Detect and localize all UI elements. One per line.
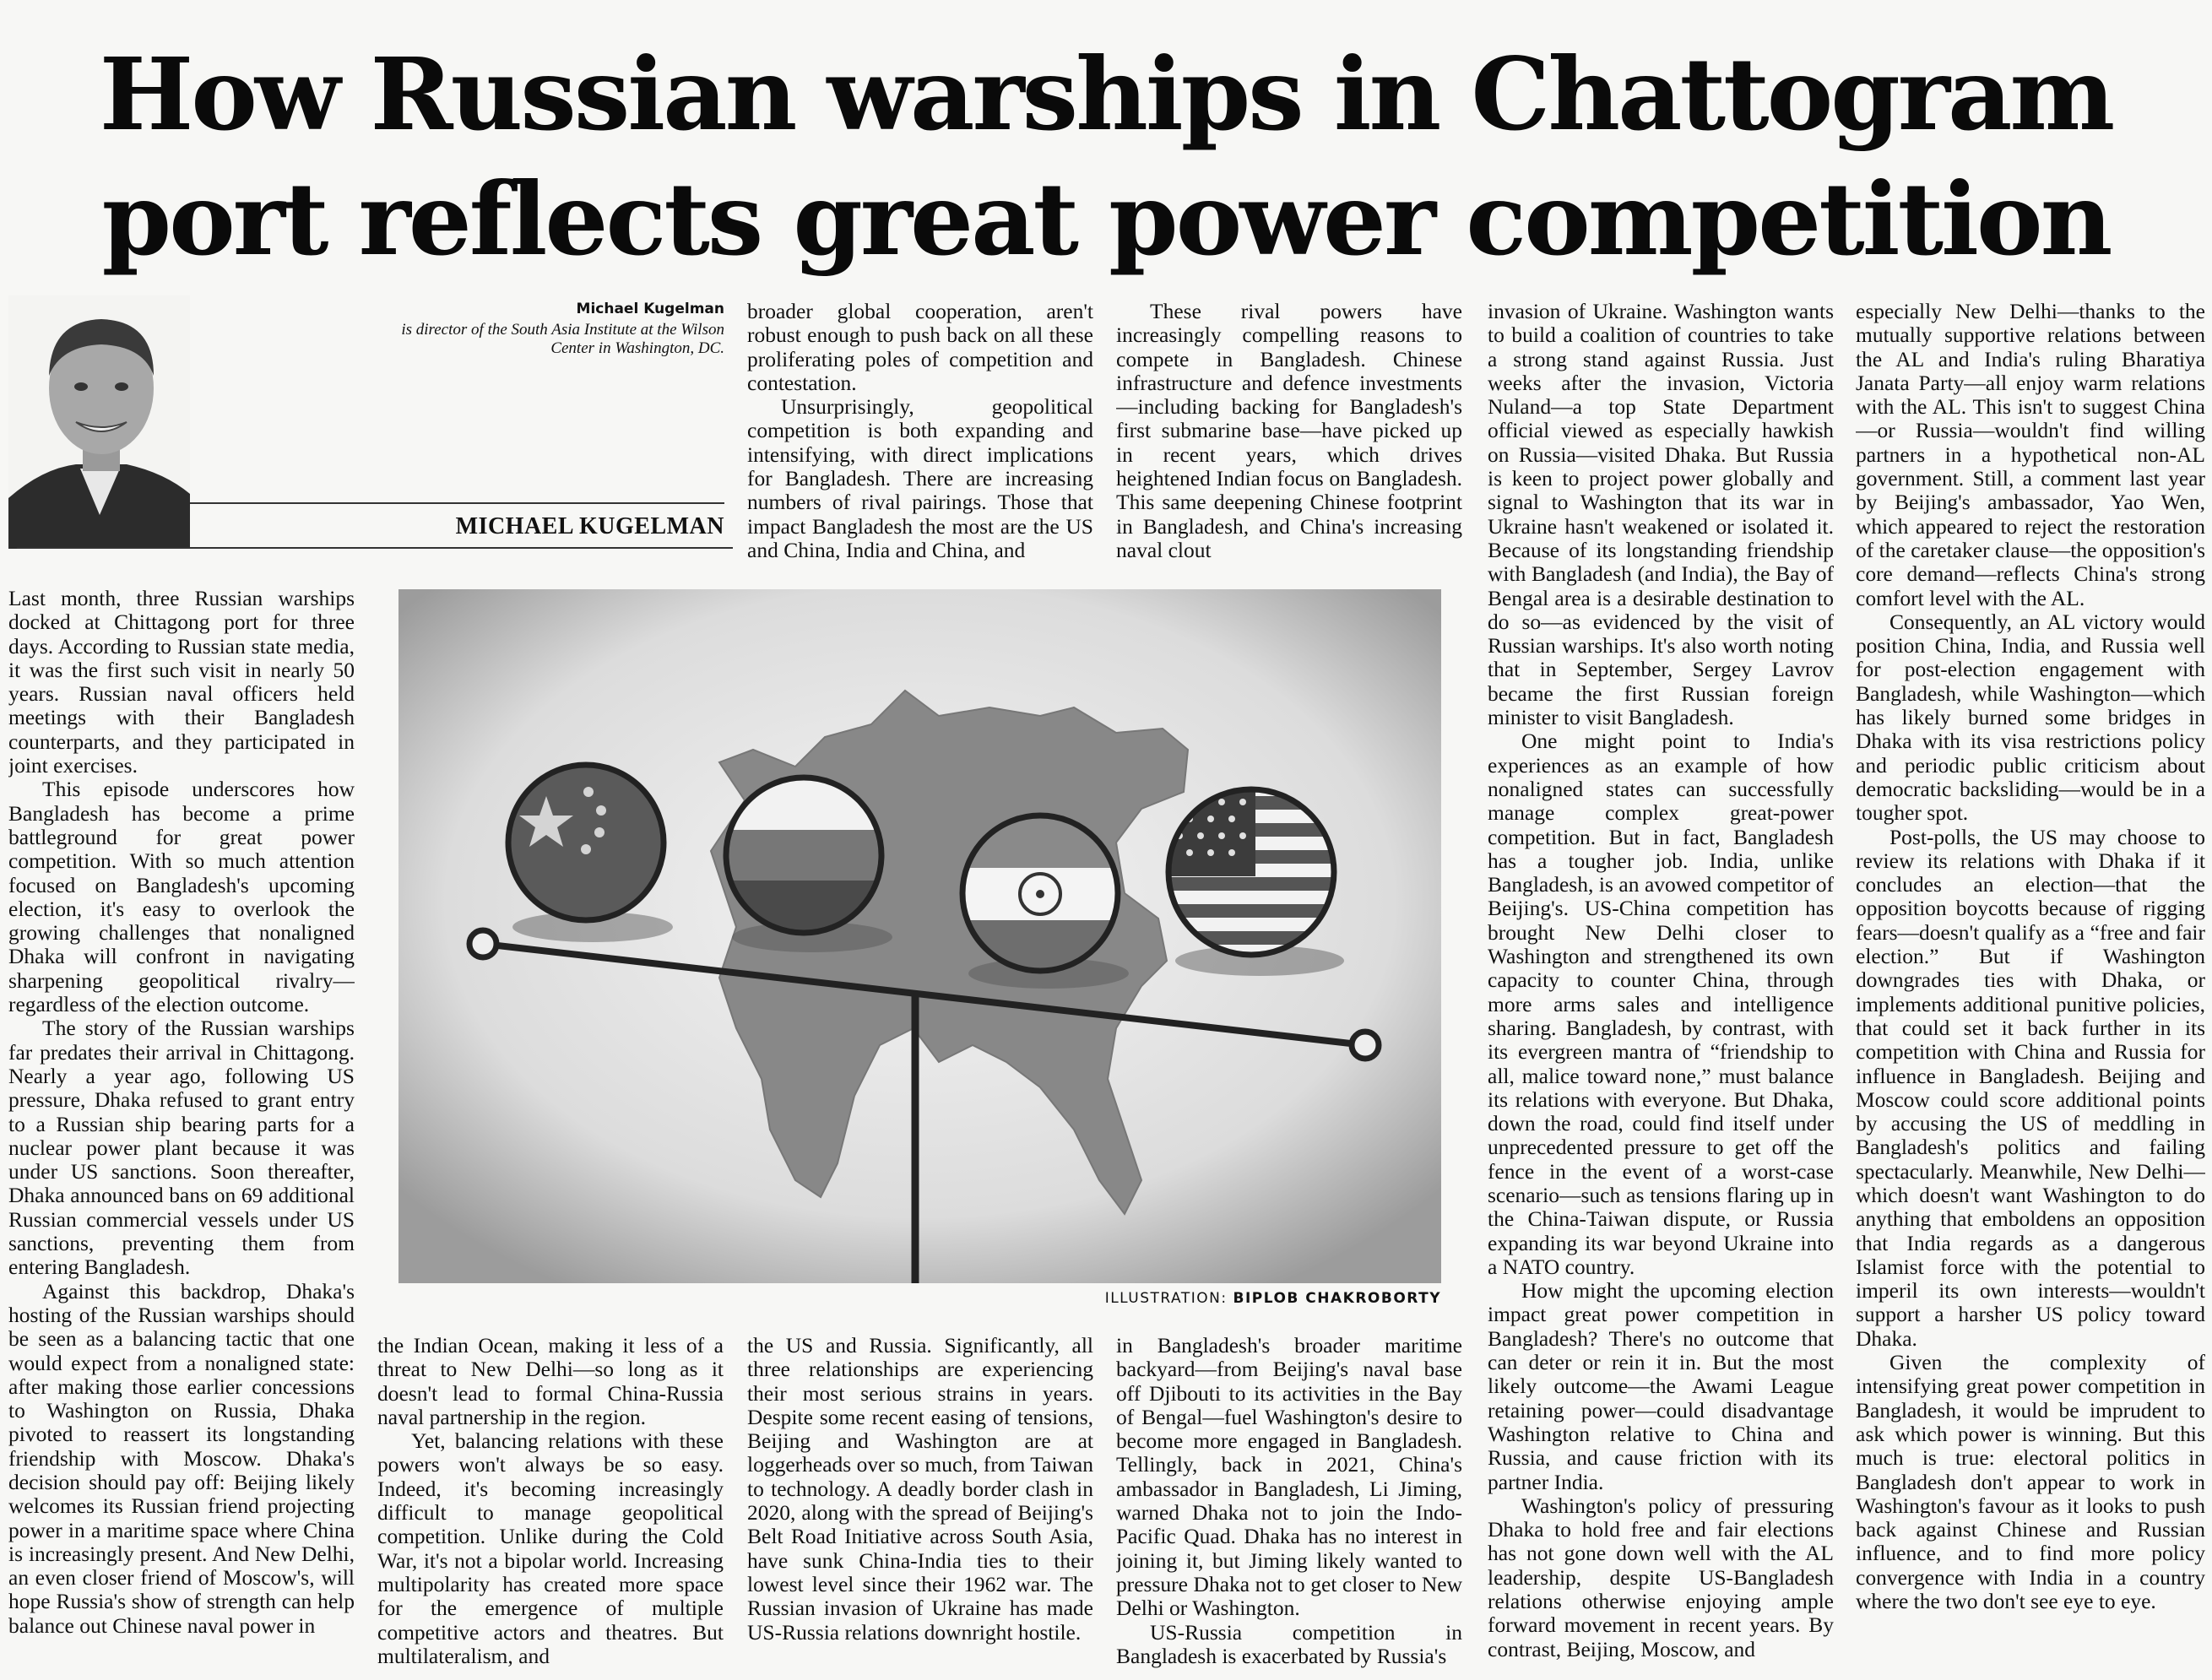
column-5	[1488, 300, 1834, 1676]
article-paragraph: This episode underscores how Bangladesh has become a prime battleground for great power competition. With so much attention focused on Bangladesh's upcoming election, it's easy to overlook the growing challenges that nonaligned Dhaka will confront in navigating sharpening geopolitical rivalry—regardless of the election outcome.	[8, 777, 355, 1017]
article-paragraph: Last month, three Russian warships docked at Chittagong port for three days. According to Russian state media, it was the first such visit in nearly 50 years. Russian naval officers held meetings with their Bangladesh counterparts, and they participated in joint exercises.	[8, 587, 355, 778]
article-paragraph: The story of the Russian warships far predates their arrival in Chittagong. Nearly a year ago, following US pressure, Dhaka refused to grant entry to a Russian ship bearing parts for a nuclear power plant because it was under US sanctions. Soon thereafter, Dhaka announced bans on 69 additional Russian commercial vessels under US sanctions, preventing them from entering Bangladesh.	[8, 1016, 355, 1280]
article-paragraph: invasion of Ukraine. Washington wants to build a coalition of countries to take a strong stand against Russia. Just weeks after the invasion, Victoria Nuland—a top State Department official viewed as especially hawkish on Russia—visited Dhaka. But Russia is keen to project power globally and signal to Washington that its war in Ukraine hasn't weakened or isolated it. Because of its longstanding friendship with Bangladesh (and India), the Bay of Bengal area is a desirable destination to do so—as evidenced by the visit of Russian warships. It's also worth noting that in September, Sergey Lavrov became the first Russian foreign minister to visit Bangladesh.	[1488, 300, 1834, 730]
article-paragraph: Against this backdrop, Dhaka's hosting of the Russian warships should be seen as a balancing tactic that one would expect from a nonaligned state: after making those earlier concessions to Washington on Russia, Dhaka pivoted to reassert its longstanding friendship with Moscow. Dhaka's decision should pay off: Beijing likely welcomes its Russian friend projecting power in a maritime space where China is increasingly present. And New Delhi, an even closer friend of Moscow's, will hope Russia's show of strength can help balance out Chinese naval power in	[8, 1278, 355, 1638]
article-paragraph: the US and Russia. Significantly, all three relationships are experiencing their most serious strains in years. Despite some recent easing of tensions, Beijing and Washington are at loggerheads over so much, from Taiwan to technology. A deadly border clash in 2020, along with the spread of Beijing's Belt Road Initiative across South Asia, have sunk China-India ties to their lowest level since their 1962 war. The Russian invasion of Ukraine has made US-Russia relations downright hostile.	[747, 1334, 1093, 1645]
author-role: is director of the South Asia Institute at the Wilson Center in Washington, DC.	[401, 321, 724, 357]
column-2-top	[747, 300, 1093, 578]
credit-label: ILLUSTRATION:	[1104, 1290, 1228, 1307]
column-4-bottom	[1116, 1334, 1462, 1676]
article-paragraph: US-Russia competition in Bangladesh is exacerbated by Russia's	[1116, 1619, 1462, 1668]
column-2-bottom	[377, 1334, 724, 1676]
article-paragraph: Post-polls, the US may choose to review its relations with Dhaka if it concludes an election—that the opposition boycotts because of rigging fears—doesn't qualify as a “free and fair election.” But if Washington downgrades ties with Dhaka, or implements additional punitive policies, that could set it back further in its competition with China and Russia for influence in Bangladesh. Beijing and Moscow could score additional points by accusing the US of meddling in Bangladesh's politics and failing spectacularly. Meanwhile, New Delhi—which doesn't want Washington to do anything that emboldens an opposition that India regards as a dangerous Islamist force with the potential to imperil its own interests—wouldn't support a harsher US policy toward Dhaka.	[1856, 824, 2205, 1351]
article-paragraph: broader global cooperation, aren't robust enough to push back on all these proliferating poles of competition and contestation.	[747, 300, 1093, 395]
column-3-top	[1116, 300, 1462, 578]
article-paragraph: Yet, balancing relations with these powers won't always be so easy. Indeed, it's becoming increasingly difficult to manage geopolitical competition. Unlike during the Cold War, it's not a bipolar world. Increasing multipolarity has created more space for the emergence of multiple competitive actors and theatres. But multilateralism, and	[377, 1428, 724, 1668]
article-paragraph: These rival powers have increasingly compelling reasons to compete in Bangladesh. Chinese infrastructure and defence investments—including backing for Bangladesh's first submarine base—have picked up in recent years, which drives heightened Indian focus on Bangladesh. This same deepening Chinese footprint in Bangladesh, and China's increasing naval clout	[1116, 300, 1462, 562]
article-paragraph: One might point to India's experiences as an example of how nonaligned states can successfully manage complex great-power competition. But in fact, Bangladesh has a tougher job. India, unlike Bangladesh, is an avowed competitor of Beijing's. US-China competition has brought New Delhi closer to Washington and strengthened its own capacity to counter China, through more arms sales and intelligence sharing. Bangladesh, by contrast, with its evergreen mantra of “friendship to all, malice toward none,” must balance its relations with everyone. But Dhaka, down the road, could find itself under unprecedented pressure to get off the fence in the event of a worst-case scenario—such as tensions flaring up in the China-Taiwan dispute, or Russia expanding its war beyond Ukraine into a NATO country.	[1488, 729, 1834, 1279]
article-paragraph: Given the complexity of intensifying great power competition in Bangladesh, it would be imprudent to ask which power is winning. But this much is true: electoral politics in Bangladesh don't appear to work in Washington's favour as it looks to push back against Chinese and Russian influence, and to find more policy convergence with India in a country where the two don't see eye to eye.	[1856, 1350, 2205, 1614]
byline-rule	[190, 502, 724, 504]
article-paragraph: in Bangladesh's broader maritime backyard—from Beijing's naval base off Djibouti to its activities in the Bay of Bengal—fuel Washington's desire to become more engaged in Bangladesh. Tellingly, back in 2021, China's ambassador in Bangladesh, Li Jiming, warned Dhaka not to join the Indo-Pacific Quad. Dhaka has no interest in joining it, but Jiming likely wanted to pressure Dhaka not to get closer to New Delhi or Washington.	[1116, 1334, 1462, 1621]
article-paragraph: How might the upcoming election impact great power competition in Bangladesh? There's no outcome that can deter or rein it in. But the most likely outcome—the Awami League retaining power—could disadvantage Washington relative to China and Russia, and cause friction with its partner India.	[1488, 1278, 1834, 1494]
column-6	[1856, 300, 2205, 1676]
column-3-bottom	[747, 1334, 1093, 1676]
credit-name: BIPLOB CHAKROBORTY	[1233, 1290, 1441, 1307]
article-paragraph: Consequently, an AL victory would position China, India, and Russia well for post-election engagement with Bangladesh, while Washington—which has likely burned some bridges in Dhaka with its visa restrictions policy and periodic public criticism about democratic backsliding—would be in a tougher spot.	[1856, 609, 2205, 826]
article-paragraph: especially New Delhi—thanks to the mutually supportive relations between the AL and India's ruling Bharatiya Janata Party—all enjoy warm relations with the AL. This isn't to suggest China—or Russia—wouldn't find willing partners in a hypothetical non-AL government. Still, a comment last year by Beijing's ambassador, Yao Wen, which appeared to reject the restoration of the caretaker clause—the opposition's core demand—reflects China's strong comfort level with the AL.	[1856, 300, 2205, 610]
byline-name: MICHAEL KUGELMAN	[455, 513, 724, 539]
column-1	[8, 587, 355, 1676]
headline: How Russian warships in Chattogram port reflects great power competition	[99, 35, 2113, 278]
byline-block	[8, 295, 724, 549]
article-paragraph: Unsurprisingly, geopolitical competition is both expanding and intensifying, with direct implications for Bangladesh. There are increasing numbers of rival pairings. Those that impact Bangladesh the most are the US and China, India and China, and	[747, 394, 1093, 562]
author-name: Michael Kugelman	[576, 301, 724, 317]
illustration-credit	[929, 1290, 1441, 1307]
article-paragraph: the Indian Ocean, making it less of a threat to New Delhi—so long as it doesn't lead to formal China-Russia naval partnership in the region.	[377, 1334, 724, 1429]
author-portrait	[8, 295, 190, 549]
byline-bottom-rule	[17, 547, 733, 549]
article-paragraph: Washington's policy of pressuring Dhaka to hold free and fair elections has not gone down well with the AL leadership, despite US-Bangladesh relations otherwise enjoying ample forward movement in recent years. By contrast, Beijing, Moscow, and	[1488, 1493, 1834, 1661]
illustration	[398, 589, 1441, 1283]
